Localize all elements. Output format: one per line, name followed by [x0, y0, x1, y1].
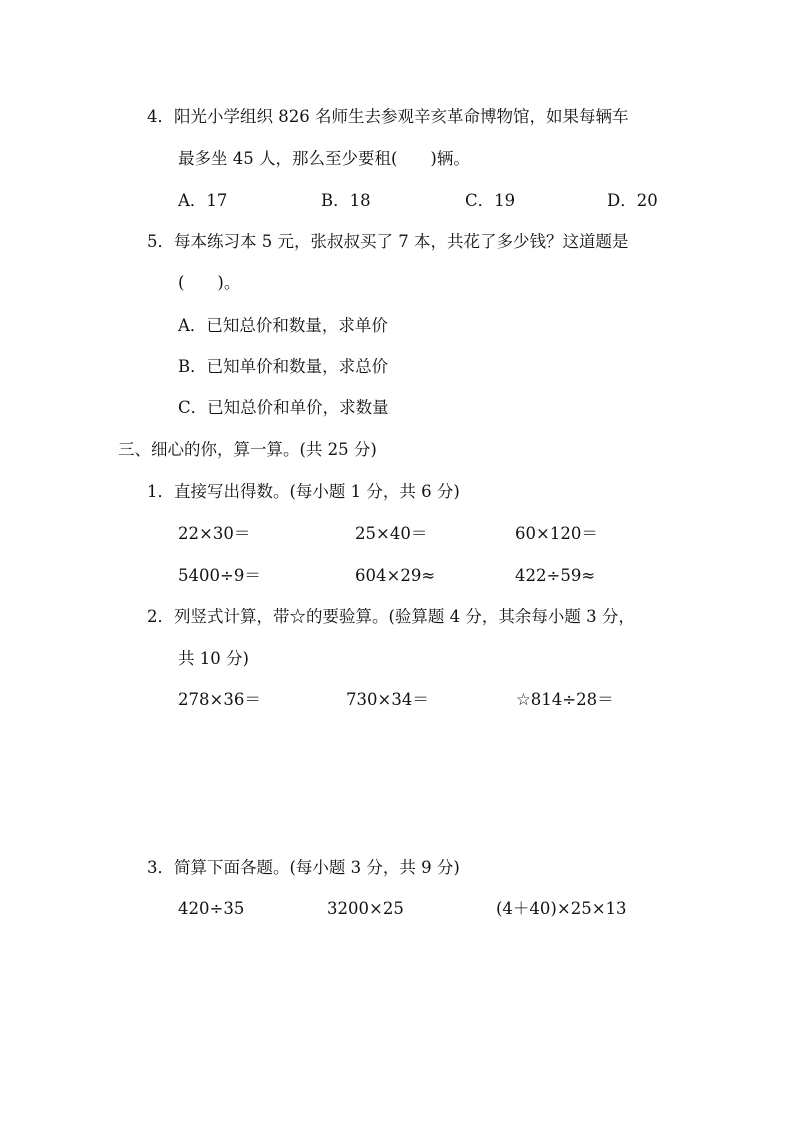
- part-2-item-1: 278×36＝: [178, 690, 261, 709]
- part-1-item-3: 60×120＝: [515, 524, 598, 543]
- part-1-item-1: 22×30＝: [178, 524, 251, 543]
- part-1-item-2: 25×40＝: [355, 524, 428, 543]
- q5-line-2: ( )。: [178, 273, 241, 292]
- q4-option-a: A．17: [178, 191, 228, 210]
- q5-line-1: 5．每本练习本 5 元，张叔叔买了 7 本，共花了多少钱？这道题是: [147, 232, 629, 251]
- part-1-item-5: 604×29≈: [355, 566, 436, 585]
- q4-option-d: D．20: [607, 191, 658, 210]
- part-2-title-line-2: 共 10 分): [178, 649, 249, 668]
- q5-option-c: C．已知总价和单价，求数量: [178, 398, 389, 417]
- q5-option-a: A．已知总价和数量，求单价: [178, 316, 388, 335]
- section-3-title: 三、细心的你，算一算。(共 25 分): [118, 440, 377, 459]
- part-2-item-2: 730×34＝: [346, 690, 429, 709]
- part-3-item-3: (4＋40)×25×13: [496, 899, 627, 918]
- part-3-item-2: 3200×25: [327, 899, 404, 918]
- part-2-title-line-1: 2．列竖式计算，带☆的要验算。(验算题 4 分，其余每小题 3 分，: [147, 607, 635, 626]
- q4-line-1: 4．阳光小学组织 826 名师生去参观辛亥革命博物馆，如果每辆车: [147, 107, 629, 126]
- part-3-item-1: 420÷35: [178, 899, 245, 918]
- q4-option-c: C．19: [465, 191, 516, 210]
- part-3-title: 3．简算下面各题。(每小题 3 分，共 9 分): [147, 858, 460, 877]
- q5-option-b: B．已知单价和数量，求总价: [178, 357, 389, 376]
- part-1-title: 1．直接写出得数。(每小题 1 分，共 6 分): [147, 482, 460, 501]
- part-1-item-4: 5400÷9＝: [178, 566, 261, 585]
- q4-line-2: 最多坐 45 人，那么至少要租( )辆。: [178, 149, 470, 168]
- q4-option-b: B．18: [321, 191, 371, 210]
- part-2-item-3: ☆814÷28＝: [516, 690, 614, 709]
- part-1-item-6: 422÷59≈: [515, 566, 596, 585]
